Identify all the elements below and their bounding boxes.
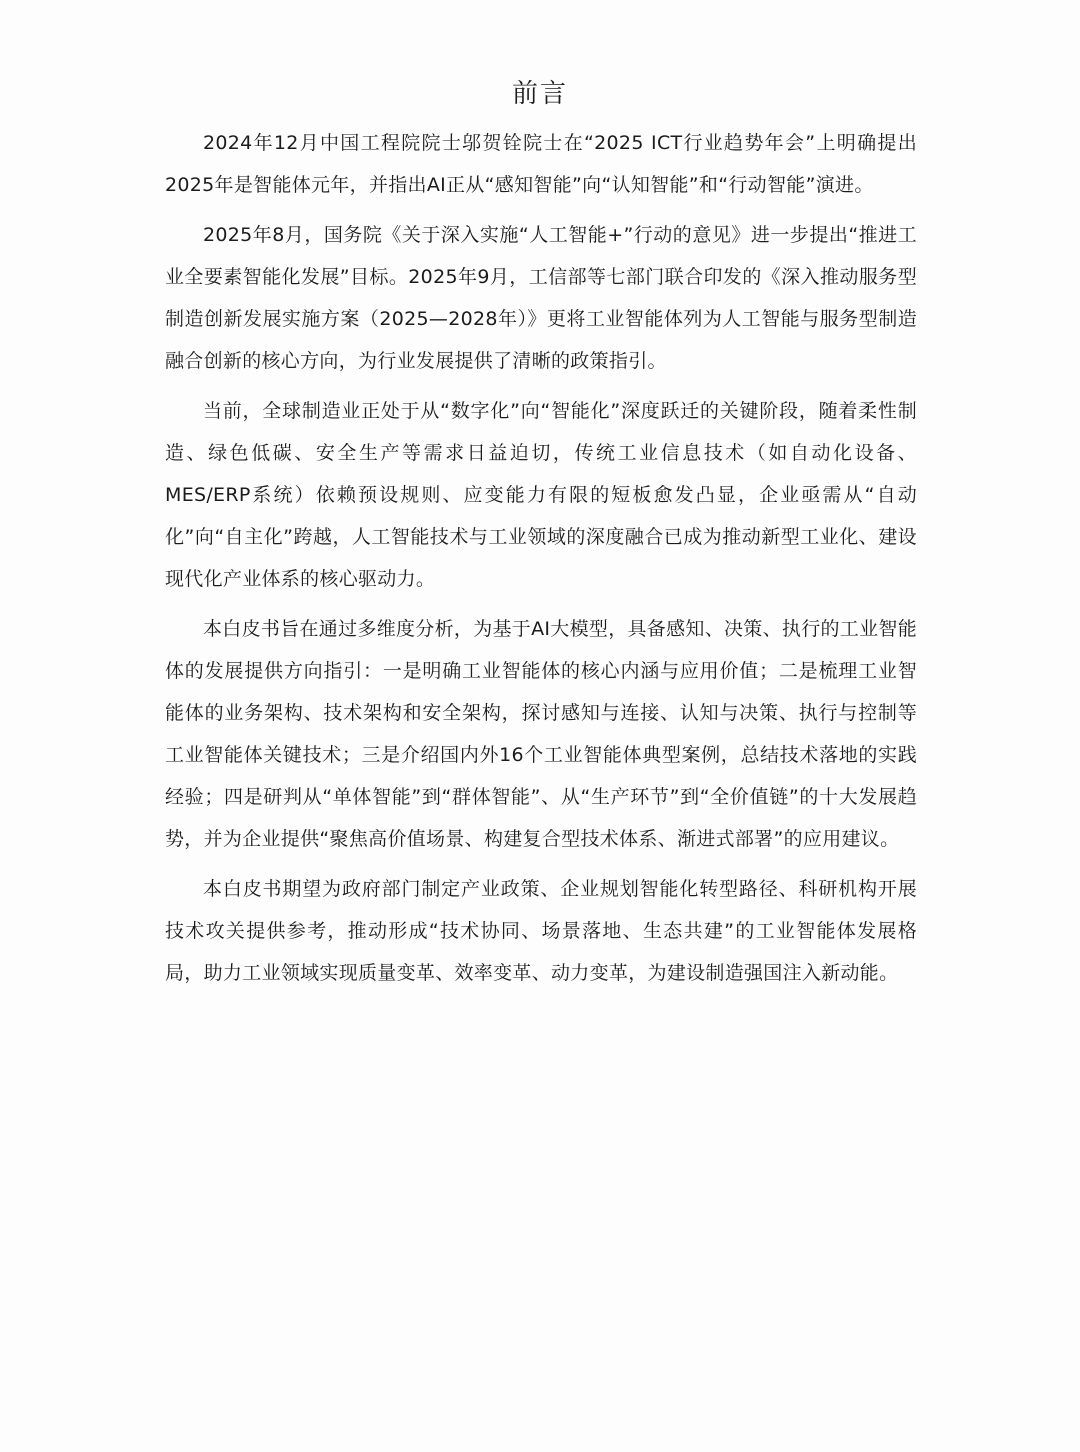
paragraph: 本白皮书期望为政府部门制定产业政策、企业规划智能化转型路径、科研机构开展技术攻关提供参考，推动形成“技术协同、场景落地、生态共建”的工业智能体发展格局，助力工业领域实现质量变革、效率变革、动力变革，为建设制造强国注入新动能。 — [165, 878, 917, 984]
paragraph: 2024年12月中国工程院院士邬贺铨院士在“2025 ICT行业趋势年会”上明确提出2025年是智能体元年，并指出AI正从“感知智能”向“认知智能”和“行动智能”演进。 — [165, 132, 917, 196]
document-body — [165, 122, 917, 1002]
page-title: 前言 — [511, 79, 568, 109]
paragraph: 2025年8月，国务院《关于深入实施“人工智能+”行动的意见》进一步提出“推进工业全要素智能化发展”目标。2025年9月，工信部等七部门联合印发的《深入推动服务型制造创新发展实施方案（2025—2028年）》更将工业智能体列为人工智能与服务型制造融合创新的核心方向，为行业发展提供了清晰的政策指引。 — [165, 224, 917, 372]
paragraph: 当前，全球制造业正处于从“数字化”向“智能化”深度跃迁的关键阶段，随着柔性制造、绿色低碳、安全生产等需求日益迫切，传统工业信息技术（如自动化设备、MES/ERP系统）依赖预设规则、应变能力有限的短板愈发凸显，企业亟需从“自动化”向“自主化”跨越，人工智能技术与工业领域的深度融合已成为推动新型工业化、建设现代化产业体系的核心驱动力。 — [165, 400, 917, 590]
paragraph: 本白皮书旨在通过多维度分析，为基于AI大模型，具备感知、决策、执行的工业智能体的发展提供方向指引：一是明确工业智能体的核心内涵与应用价值；二是梳理工业智能体的业务架构、技术架构和安全架构，探讨感知与连接、认知与决策、执行与控制等工业智能体关键技术；三是介绍国内外16个工业智能体典型案例，总结技术落地的实践经验；四是研判从“单体智能”到“群体智能”、从“生产环节”到“全价值链”的十大发展趋势，并为企业提供“聚焦高价值场景、构建复合型技术体系、渐进式部署”的应用建议。 — [165, 618, 918, 850]
